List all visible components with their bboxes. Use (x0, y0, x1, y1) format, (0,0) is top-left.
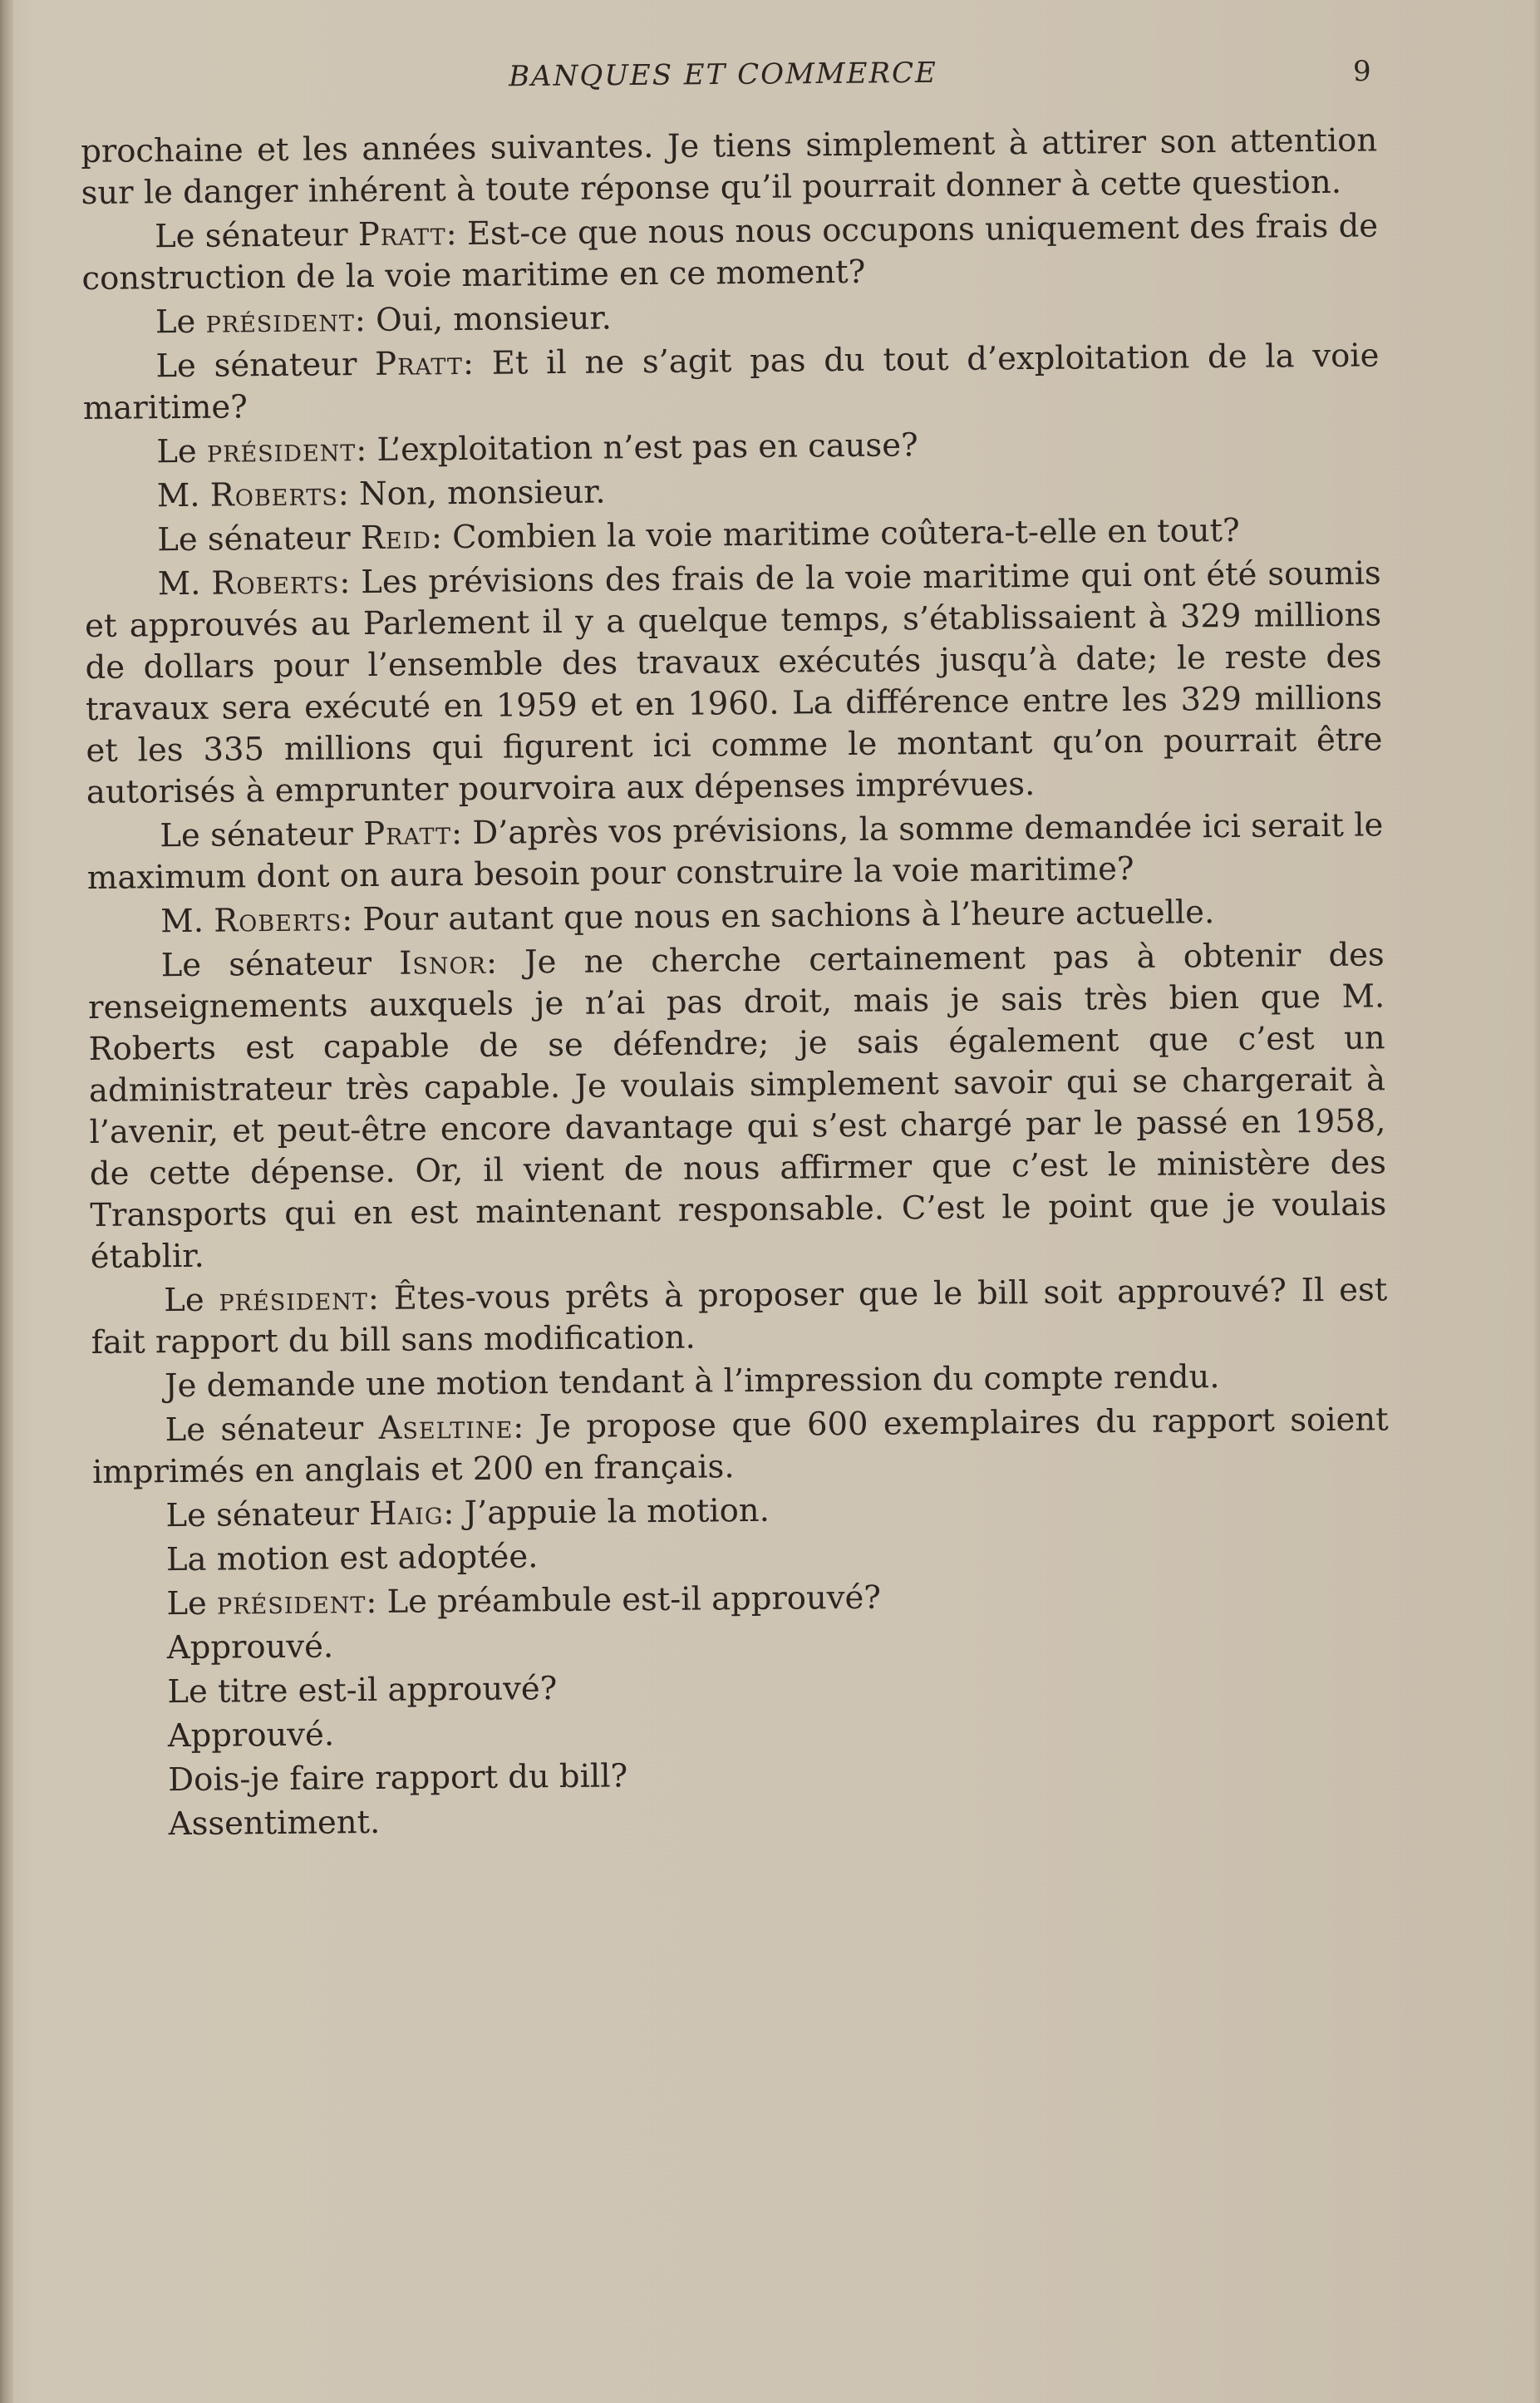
speaker-name: Pratt (363, 815, 452, 854)
speaker-name: président (205, 302, 356, 341)
speech-text: : L’exploitation n’est pas en cause? (356, 426, 918, 470)
speaker-prefix: M. (157, 564, 212, 603)
paragraph-text: Le titre est-il approuvé? (167, 1670, 558, 1711)
paragraph-continuation (81, 120, 1378, 214)
speech-text: : Non, monsieur. (337, 473, 606, 514)
speaker-prefix: Le sénateur (154, 216, 359, 256)
paragraph-text: Approuvé. (166, 1627, 334, 1667)
speaker-name: président (216, 1583, 367, 1623)
speech-text: : Je ne cherche certainement pas à obtenir des renseignements auxquels je n’ai pas droit, mais je sais très bien que M. Roberts est capable de se défendre; je sais également que c’est un administrateur très capable. Je voulais simplement savoir qui se chargerait à l’avenir, et peut-être encore davantage qui s’est chargé par le passé en 1958, de cette dépense. Or, il vient de nous affirmer que c’est le ministère des Transports qui en est maintenant responsable. C’est le point que je voulais établir. (88, 936, 1387, 1276)
page-right-edge (1533, 0, 1540, 2403)
page-number: 9 (1353, 55, 1371, 88)
page-binding-edge (0, 0, 13, 2403)
speech-isnor (88, 934, 1387, 1278)
speaker-name: Haig (368, 1494, 444, 1534)
speech-text: : Oui, monsieur. (354, 299, 613, 340)
speech-president (91, 1269, 1388, 1364)
speech-pratt (86, 805, 1384, 899)
speaker-name: Aseltine (378, 1408, 514, 1447)
paragraph-text: Assentiment. (168, 1803, 381, 1844)
speaker-prefix: Le (164, 1281, 219, 1320)
paragraph-text: Dois-je faire rapport du bill? (168, 1757, 628, 1800)
speaker-name: Roberts (214, 901, 342, 940)
speaker-name: président (219, 1280, 369, 1319)
speech-aseltine (91, 1399, 1389, 1494)
speaker-name: Pratt (357, 215, 446, 254)
paragraph-text: prochaine et les années suivantes. Je tiens simplement à attirer son attention sur le danger inhérent à toute réponse qu’il pourrait donner à cette question. (81, 121, 1378, 212)
speech-text: : Les prévisions des frais de la voie maritime qui ont été soumis et approuvés au Parlement il y a quelque temps, s’établissaient à 329 millions de dollars pour l’ensemble des travaux exécutés jusqu’à date; le reste des travaux sera exécuté en 1959 et en 1960. La différence entre les 329 millions et les 335 millions qui figurent ici comme le montant qu’on pourrait être autorisés à emprunter pourvoira aux dépenses imprévues. (85, 554, 1383, 811)
speech-text: : Je propose que 600 exemplaires du rapport soient imprimés en anglais et 200 en français. (91, 1401, 1389, 1491)
speaker-prefix: Le sénateur (165, 1409, 379, 1450)
speaker-name: Roberts (211, 564, 340, 603)
speaker-prefix: Le (166, 1584, 218, 1623)
speaker-prefix: Le (156, 432, 208, 471)
speaker-prefix: Le (155, 303, 206, 342)
body-text (81, 120, 1392, 1849)
speech-pratt (82, 335, 1380, 430)
speech-pratt (81, 205, 1379, 300)
speaker-prefix: Le sénateur (160, 815, 364, 855)
speaker-prefix: M. (160, 902, 214, 941)
speaker-prefix: Le sénateur (155, 345, 376, 386)
speech-text: : Le préambule est-il approuvé? (366, 1578, 882, 1622)
speaker-prefix: Le sénateur (165, 1495, 370, 1535)
speech-text: : Combien la voie maritime coûtera-t-elle en tout? (431, 511, 1240, 557)
speech-text: : Êtes-vous prêts à proposer que le bill soit approuvé? Il est fait rapport du bill sans modification. (91, 1271, 1388, 1362)
speaker-prefix: M. (156, 476, 210, 515)
running-head: BANQUES ET COMMERCE (508, 56, 938, 94)
speech-text: : Et il ne s’agit pas du tout d’exploitation de la voie maritime? (82, 337, 1380, 427)
speech-text: : Pour autant que nous en sachions à l’heure actuelle. (342, 894, 1215, 939)
speaker-prefix: Le sénateur (157, 520, 362, 559)
paragraph-text: Je demande une motion tendant à l’impression du compte rendu. (164, 1358, 1220, 1406)
speaker-prefix: Le sénateur (160, 944, 400, 985)
speech-roberts (85, 553, 1384, 814)
speaker-name: Isnor (399, 943, 487, 982)
paragraph (96, 1793, 1392, 1846)
speaker-name: Pratt (374, 344, 464, 383)
speech-text: : Est-ce que nous nous occupons uniquement des frais de construction de la voie maritime en ce moment? (81, 207, 1379, 298)
speech-text: : J’appuie la motion. (443, 1491, 770, 1533)
paragraph-text: La motion est adoptée. (165, 1538, 539, 1579)
paragraph-text: Approuvé. (167, 1716, 335, 1755)
speaker-name: Roberts (209, 475, 338, 515)
speech-text: : D’après vos prévisions, la somme demandée ici serait le maximum dont on aura besoin pour construire la voie maritime? (86, 806, 1384, 897)
speaker-name: président (206, 431, 357, 470)
speaker-name: Reid (360, 519, 432, 558)
